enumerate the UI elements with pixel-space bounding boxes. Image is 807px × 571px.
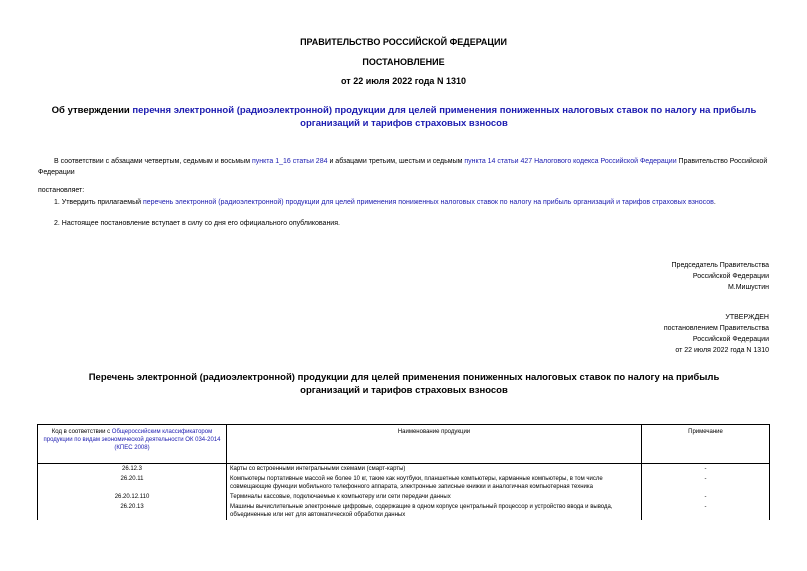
- header-product-name: Наименование продукции: [227, 425, 642, 464]
- preamble-text-1: В соответствии с абзацами четвертым, седьмым и восьмым: [54, 158, 252, 165]
- item-2: 2. Настоящее постановление вступает в силу со дня его официального опубликования.: [54, 220, 340, 227]
- okpd-link[interactable]: Общероссийским классификатором продукции по видам экономической деятельности ОК 034-2014 (КПЕС 2008): [43, 429, 221, 451]
- link-article-427[interactable]: пункта 14 статьи 427 Налогового кодекса Российской Федерации: [464, 158, 677, 165]
- cell-code: 26.20.13: [38, 502, 227, 520]
- document-date-number: от 22 июля 2022 года N 1310: [341, 76, 466, 86]
- approved-line-1: УТВЕРЖДЕН: [725, 314, 769, 321]
- cell-note: -: [642, 474, 770, 492]
- approved-line-3: Российской Федерации: [692, 336, 769, 343]
- item-1-link[interactable]: перечень электронной (радиоэлектронной) продукции для целей применения пониженных налоговых ставок по налогу на прибыль организаций и тарифов страховых взносов: [142, 199, 714, 206]
- header-code: [38, 425, 227, 464]
- header-code-prefix: Код в соответствии с: [51, 429, 112, 435]
- item-1: [54, 197, 770, 208]
- title-prefix: Об утверждении: [51, 105, 133, 116]
- signature-line-2: Российской Федерации: [692, 273, 769, 280]
- approved-line-2: постановлением Правительства: [663, 325, 769, 332]
- link-article-284[interactable]: пункта 1_16 статьи 284: [251, 158, 328, 165]
- approved-line-4: от 22 июля 2022 года N 1310: [675, 347, 769, 354]
- approved-block: [664, 312, 769, 356]
- cell-note: -: [642, 492, 770, 502]
- resolves-text: постановляет:: [38, 187, 85, 194]
- preamble-text-2: и абзацами третьим, шестым и седьмым: [327, 158, 465, 165]
- signature-block: [672, 260, 769, 293]
- document-type: ПОСТАНОВЛЕНИЕ: [362, 57, 445, 67]
- cell-code: 26.20.12.110: [38, 492, 227, 502]
- cell-note: -: [642, 502, 770, 520]
- document-title: [30, 104, 778, 130]
- title-link[interactable]: перечня электронной (радиоэлектронной) продукции для целей применения пониженных налоговых ставок по налогу на прибыль организаций и тарифов страховых взносов: [132, 105, 757, 129]
- table-header-row: [38, 425, 770, 464]
- products-table: [37, 424, 770, 520]
- cell-code: 26.12.3: [38, 464, 227, 475]
- cell-product-name: Машины вычислительные электронные цифровые, содержащие в одном корпусе центральный процессор и устройство ввода и вывода, объединенные или нет для автоматической обработки данных: [227, 502, 642, 520]
- item-1-end: .: [713, 199, 716, 206]
- cell-product-name: Терминалы кассовые, подключаемые к компьютеру или сети передачи данных: [227, 492, 642, 502]
- table-row: [38, 502, 770, 520]
- cell-product-name: Карты со встроенными интегральными схемами (смарт-карты): [227, 464, 642, 475]
- cell-product-name: Компьютеры портативные массой не более 10 кг, такие как ноутбуки, планшетные компьютеры, карманные компьютеры, в том числе совмещающие функции мобильного телефонного аппарата, электронные записные книжки и аналогичная компьютерная техника: [227, 474, 642, 492]
- preamble-text-3: Правительство Российской Федерации: [38, 158, 768, 176]
- preamble: [38, 156, 771, 178]
- header-note: Примечание: [642, 425, 770, 464]
- table-row: [38, 492, 770, 502]
- item-1-text: 1. Утвердить прилагаемый: [54, 199, 143, 206]
- table-row: [38, 464, 770, 475]
- table-row: [38, 474, 770, 492]
- government-heading: ПРАВИТЕЛЬСТВО РОССИЙСКОЙ ФЕДЕРАЦИИ: [300, 37, 507, 47]
- cell-code: 26.20.11: [38, 474, 227, 492]
- cell-note: -: [642, 464, 770, 475]
- signature-line-3: М.Мишустин: [727, 284, 769, 291]
- signature-line-1: Председатель Правительства: [671, 262, 769, 269]
- list-title: Перечень электронной (радиоэлектронной) продукции для целей применения пониженных налоговых ставок по налогу на прибыль организаций и тарифов страховых взносов: [88, 372, 720, 396]
